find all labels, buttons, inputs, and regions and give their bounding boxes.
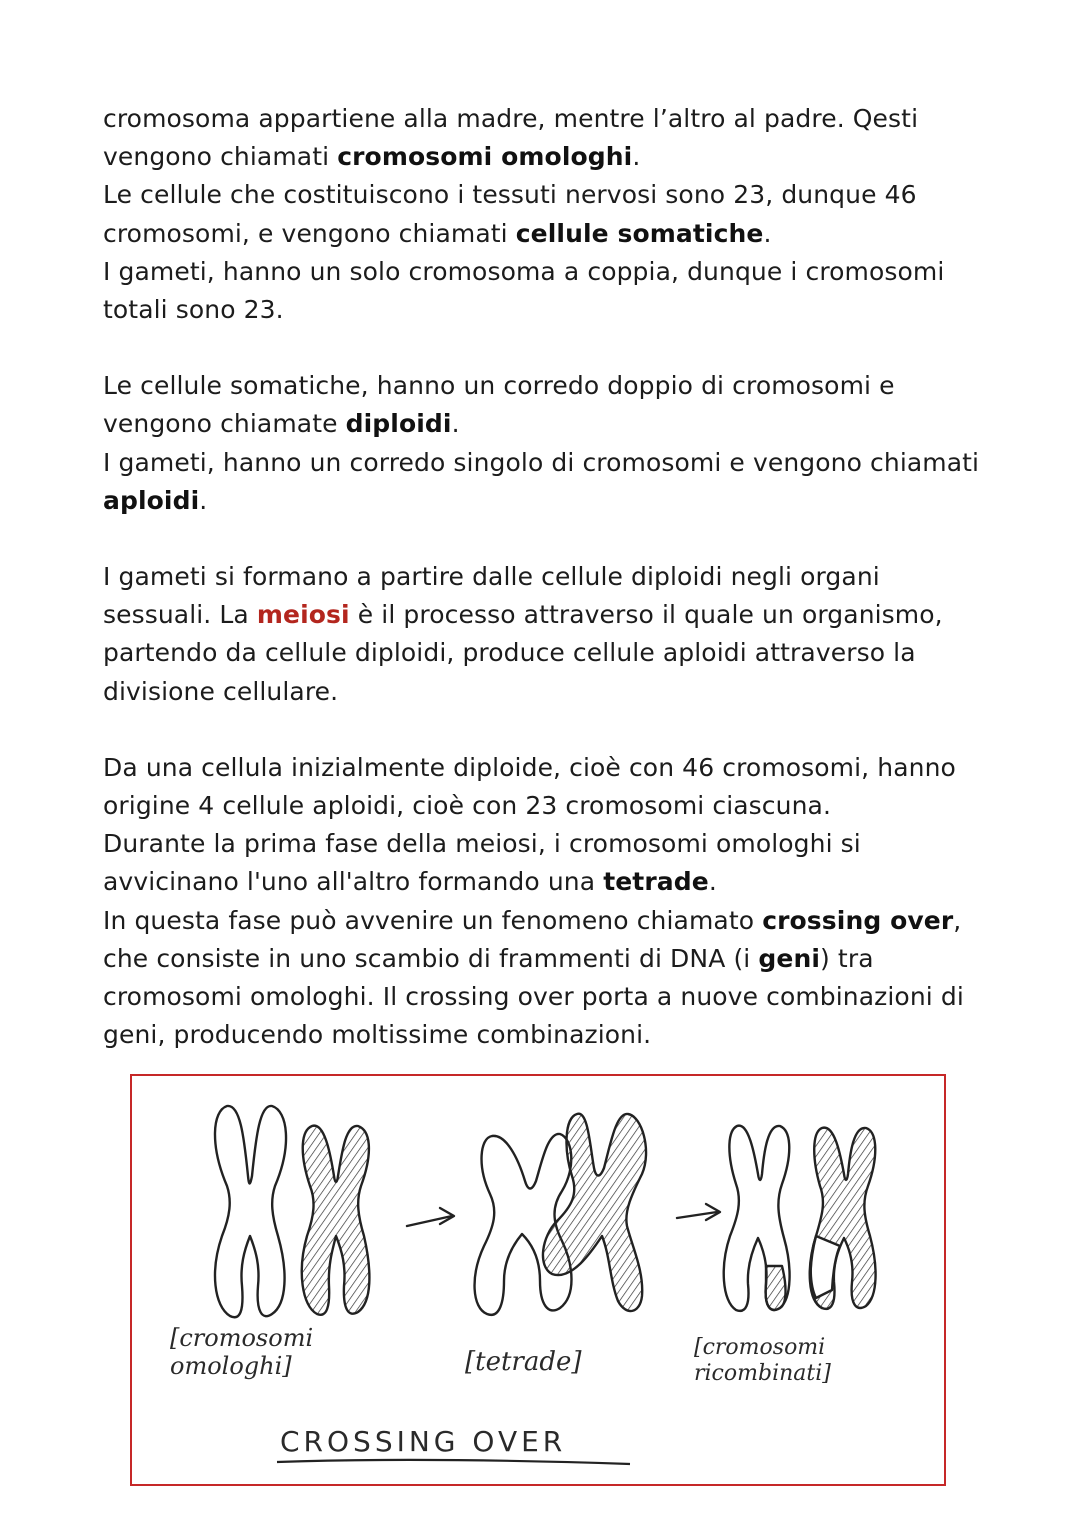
- text: , che consiste in uno scambio di frammenti di DNA (i: [103, 905, 962, 973]
- label-tetrade: [tetrade]: [465, 1347, 582, 1377]
- text: Durante la prima fase della meiosi, i cromosomi omologhi si avvicinano l'uno all'altro formando una: [103, 829, 861, 897]
- term-cromosomi-omologhi: cromosomi omologhi: [337, 142, 633, 172]
- paragraph-3: [103, 558, 983, 711]
- term-tetrade: tetrade: [603, 867, 709, 897]
- text: cromosoma appartiene alla madre, mentre l’altro al padre. Qesti vengono chiamati: [103, 104, 919, 172]
- chromosome-white-1: [215, 1106, 286, 1317]
- chromosome-recombined-2: [810, 1128, 876, 1309]
- chromosome-recombined-1: [724, 1126, 790, 1311]
- term-meiosi: meiosi: [256, 600, 350, 630]
- text: ) tra cromosomi omologhi. Il crossing over porta a nuove combinazioni di geni, producendo moltissime combinazioni.: [103, 943, 964, 1050]
- text: .: [763, 218, 772, 248]
- figure-caption: CROSSING OVER: [280, 1425, 567, 1458]
- text: Le cellule somatiche, hanno un corredo doppio di cromosomi e vengono chiamate: [103, 371, 895, 439]
- text: I gameti, hanno un solo cromosoma a coppia, dunque i cromosomi totali sono 23.: [103, 256, 945, 325]
- term-crossing-over: crossing over: [762, 905, 954, 935]
- text: .: [451, 409, 460, 439]
- text: .: [199, 485, 208, 515]
- paragraph-2: [103, 367, 983, 520]
- text: Le cellule che costituiscono i tessuti nervosi sono 23, dunque 46 cromosomi, e vengono chiamati: [103, 180, 917, 248]
- text: In questa fase può avvenire un fenomeno chiamato: [103, 905, 763, 935]
- document-body: [103, 100, 983, 1054]
- text: è il processo attraverso il quale un organismo, partendo da cellule diploidi, produce cellule aploidi attraverso la divisione cellulare.: [103, 600, 943, 706]
- chromosome-hatched-1: [302, 1126, 370, 1315]
- term-aploidi: aploidi: [103, 485, 200, 515]
- text: I gameti si formano a partire dalle cellule diploidi negli organi sessuali. La: [103, 562, 880, 630]
- arrow-text: ->: [417, 1226, 419, 1227]
- crossing-over-drawing: [132, 1076, 944, 1484]
- text: .: [632, 142, 641, 172]
- text: I gameti, hanno un corredo singolo di cromosomi e vengono chiamati: [103, 447, 980, 477]
- text: .: [708, 867, 717, 897]
- chromosome-hatched-2: [543, 1114, 646, 1311]
- label-cromosomi-ricombinati-2: ricombinati]: [694, 1361, 831, 1386]
- term-cellule-somatiche: cellule somatiche: [515, 218, 764, 248]
- term-diploidi: diploidi: [345, 409, 452, 439]
- label-cromosomi-ricombinati-1: [cromosomi: [694, 1335, 826, 1360]
- term-geni: geni: [758, 943, 821, 973]
- crossing-over-figure: [130, 1074, 946, 1486]
- paragraph-1: [103, 100, 983, 329]
- caption-underline: [277, 1460, 630, 1464]
- label-cromosomi-omologhi-2: omologhi]: [170, 1352, 292, 1380]
- paragraph-4: [103, 749, 983, 1055]
- label-cromosomi-omologhi-1: [cromosomi: [170, 1324, 314, 1352]
- text: Da una cellula inizialmente diploide, cioè con 46 cromosomi, hanno origine 4 cellule aploidi, cioè con 23 cromosomi ciascuna.: [103, 752, 956, 821]
